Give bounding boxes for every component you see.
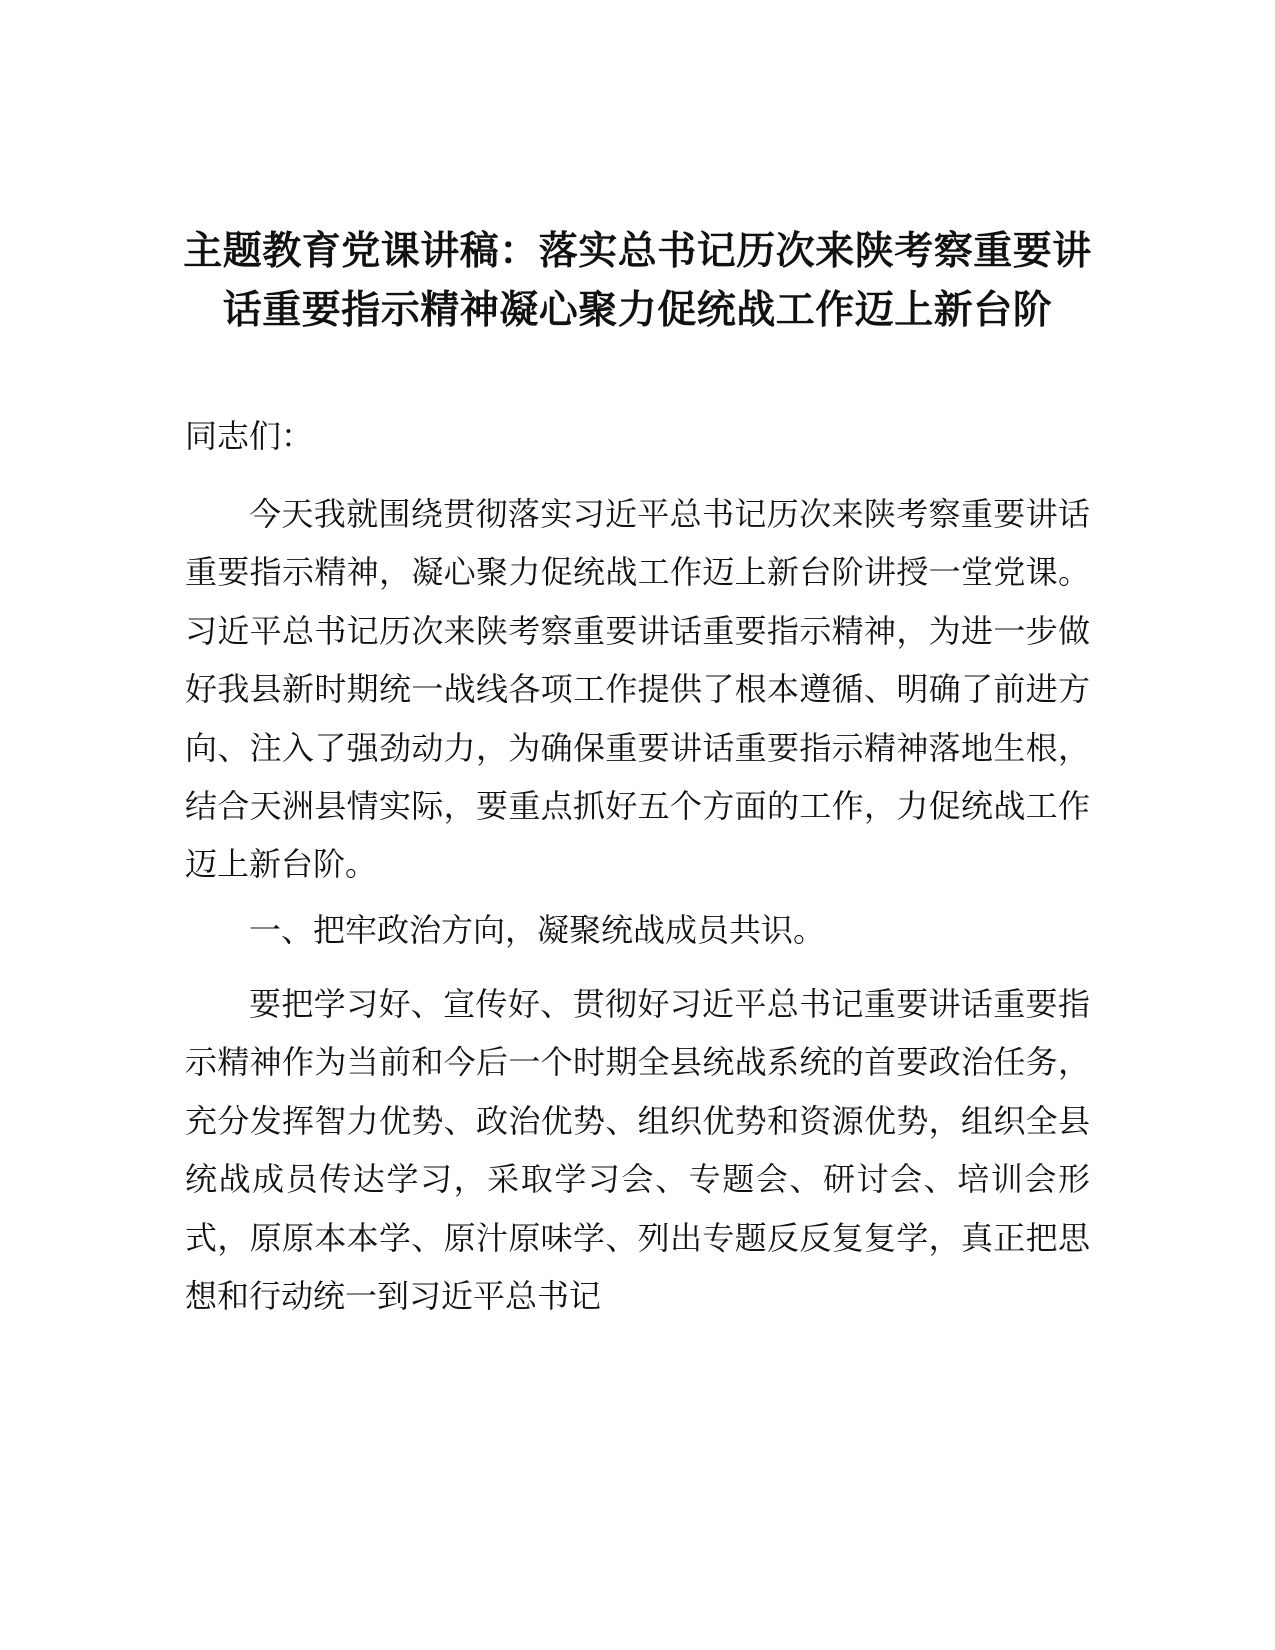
body-paragraph: 要把学习好、宣传好、贯彻好习近平总书记重要讲话重要指示精神作为当前和今后一个时期全县统战系统的首要政治任务，充分发挥智力优势、政治优势、组织优势和资源优势，组织全县统战成员传达学习，采取学习会、专题会、研讨会、培训会形式，原原本本学、原汁原味学、列出专题反反复复学，真正把思想和行动统一到习近平总书记 [185,985,1090,1316]
section-heading: 一、把牢政治方向，凝聚统战成员共识。 [249,911,826,949]
document-title: 主题教育党课讲稿：落实总书记历次来陕考察重要讲话重要指示精神凝心聚力促统战工作迈上新台阶 [183,229,1092,333]
body-paragraph: 今天我就围绕贯彻落实习近平总书记历次来陕考察重要讲话重要指示精神，凝心聚力促统战工作迈上新台阶讲授一堂党课。习近平总书记历次来陕考察重要讲话重要指示精神，为进一步做好我县新时期统一战线各项工作提供了根本遵循、明确了前进方向、注入了强劲动力，为确保重要讲话重要指示精神落地生根，结合天洲县情实际，要重点抓好五个方面的工作，力促统战工作迈上新台阶。 [185,495,1090,884]
salutation: 同志们： [185,417,314,455]
